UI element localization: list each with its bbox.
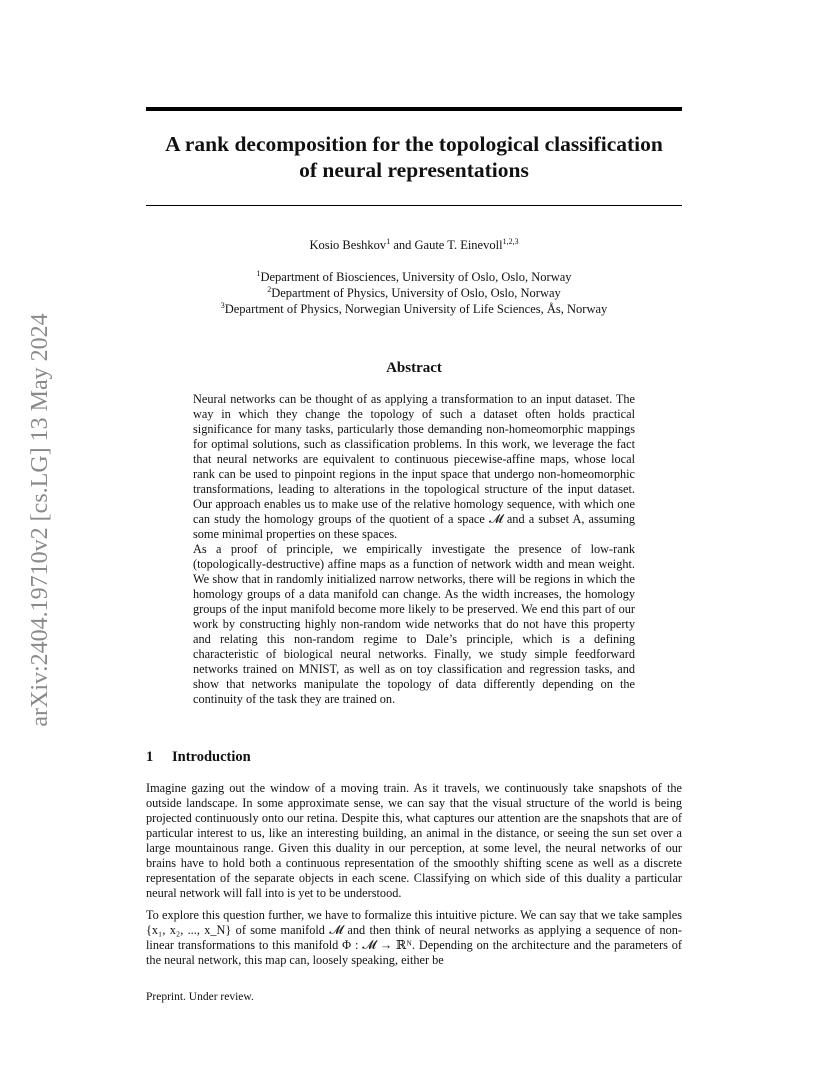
- affiliation-line: [146, 301, 682, 317]
- abstract-paragraph: Neural networks can be thought of as applying a transformation to an input dataset. The way in which they change the topology of such a dataset often holds practical significance for many tasks, particularly those demanding non-homeomorphic mappings for optimal solutions, such as classification problems. In this work, we leverage the fact that neural networks are equivalent to continuous piecewise-affine maps, whose local rank can be used to pinpoint regions in the input space that undergo non-homeomorphic transformations, leading to alterations in the topological structure of the input dataset. Our approach enables us to make use of the relative homology sequence, with which one can study the homology groups of the quotient of a space 𝓜 and a subset A, assuming some minimal properties on these spaces.: [193, 392, 635, 541]
- affiliation-text: Department of Physics, University of Oslo, Oslo, Norway: [271, 286, 561, 300]
- body-paragraph: To explore this question further, we have to formalize this intuitive picture. We can say that we take samples {x₁, x₂, ..., x_N} of some manifold 𝓜 and then think of neural networks as applying a sequence of non-linear transformations to this manifold Φ : 𝓜 → ℝᴺ. Depending on the architecture and the parameters of the neural network, this map can, loosely speaking, either be: [146, 908, 682, 967]
- abstract-body: [193, 392, 635, 707]
- arxiv-identifier-stamp: arXiv:2404.19710v2 [cs.LG] 13 May 2024: [27, 313, 53, 727]
- title-bottom-rule: [146, 205, 682, 206]
- author-connector: and: [390, 238, 415, 252]
- author-name: Kosio Beshkov: [309, 238, 387, 252]
- author-affiliation-mark: 1,2,3: [502, 237, 519, 246]
- affiliations: [146, 269, 682, 317]
- introduction-body: [146, 781, 682, 975]
- title-line-1: A rank decomposition for the topological classification: [165, 132, 663, 156]
- author-affiliation-mark: 1: [386, 237, 391, 246]
- title-line-2: of neural representations: [299, 158, 529, 182]
- affiliation-line: [146, 269, 682, 285]
- affiliation-mark: 2: [267, 285, 272, 294]
- affiliation-mark: 3: [220, 301, 225, 310]
- section-title: Introduction: [172, 749, 251, 765]
- footer-note: Preprint. Under review.: [146, 991, 254, 1003]
- author-list: [146, 237, 682, 253]
- abstract-heading: Abstract: [386, 360, 442, 376]
- abstract-paragraph: As a proof of principle, we empirically investigate the presence of low-rank (topologically-destructive) affine maps as a function of network width and mean weight. We show that in randomly initialized narrow networks, there will be regions in which the homology groups of a data manifold can change. As the width increases, the homology groups of the input manifold become more likely to be preserved. We end this part of our work by constructing highly non-random wide networks that do not have this property and relating this non-random regime to Dale’s principle, which is a defining characteristic of biological neural networks. Finally, we study simple feedforward networks trained on MNIST, as well as on toy classification and regression tasks, and show that networks manipulate the topology of data differently depending on the continuity of the task they are trained on.: [193, 542, 635, 706]
- paper-title: [146, 131, 682, 183]
- affiliation-mark: 1: [256, 269, 261, 278]
- title-top-rule: [146, 107, 682, 111]
- section-number: 1: [146, 749, 154, 765]
- affiliation-text: Department of Biosciences, University of Oslo, Oslo, Norway: [260, 270, 572, 284]
- author-name: Gaute T. Einevoll: [414, 238, 503, 252]
- affiliation-line: [146, 285, 682, 301]
- section-heading: [146, 748, 251, 766]
- affiliation-text: Department of Physics, Norwegian University of Life Sciences, Ås, Norway: [224, 302, 608, 316]
- body-paragraph: Imagine gazing out the window of a moving train. As it travels, we continuously take snapshots of the outside landscape. In some approximate sense, we can say that the visual structure of the world is being projected continuously onto our retina. Despite this, what captures our attention are the snapshots that are of particular interest to us, like an interesting building, an animal in the distance, or seeing the sun set over a large mountainous range. Given this duality in our perception, at some level, the neural networks of our brains have to hold both a continuous representation of the smoothly shifting scene as well as a discrete representation of the separate objects in each scene. Classifying on which side of this duality a particular neural network will fall into is yet to be understood.: [146, 781, 682, 900]
